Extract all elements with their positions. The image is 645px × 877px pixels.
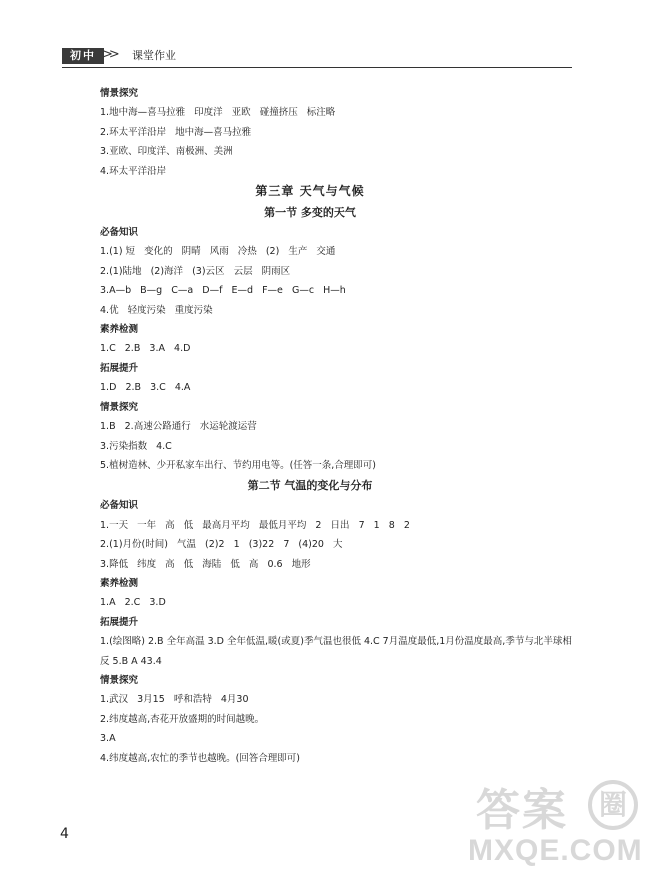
answer-line: 3.污染指数 4.C <box>100 440 172 452</box>
answer-line: 1.C 2.B 3.A 4.D <box>100 343 191 355</box>
answer-line: 1.A 2.C 3.D <box>100 597 166 609</box>
watermark-logo <box>468 774 643 874</box>
answer-line: 3.降低 纬度 高 低 海陆 低 高 0.6 地形 <box>100 558 311 570</box>
answer-line: 1.一天 一年 高 低 最高月平均 最低月平均 2 日出 7 1 8 2 <box>100 519 410 531</box>
watermark-seal-icon: 圈 <box>588 780 638 830</box>
section-label: 拓展提升 <box>100 362 139 374</box>
answer-line: 1.(绘图略) 2.B 全年高温 3.D 全年低温,暖(或夏)季气温也很低 4.C 7月温度最低,1月份温度最高,季节与北半球相反 5.B A 43.4 <box>100 636 572 667</box>
watermark-text: 答案 <box>476 785 568 836</box>
answer-line: 5.植树造林、少开私家车出行、节约用电等。(任答一条,合理即可) <box>100 459 376 471</box>
answer-line: 1.(1) 短 变化的 阴晴 风雨 冷热 (2) 生产 交通 <box>100 246 336 258</box>
answer-line: 4.环太平洋沿岸 <box>100 165 167 177</box>
answer-line: 2.环太平洋沿岸 地中海—喜马拉雅 <box>100 126 252 138</box>
header-title: 课堂作业 <box>132 49 176 62</box>
page-number: 4 <box>60 826 69 842</box>
chevron-double-icon: >> <box>102 47 116 62</box>
section-label: 必备知识 <box>100 227 139 239</box>
header-divider <box>62 67 572 68</box>
answer-line: 2.纬度越高,杏花开放盛期的时间越晚。 <box>100 713 265 725</box>
section-label: 素养检测 <box>100 577 139 589</box>
answer-content <box>100 84 580 768</box>
watermark-url: MXQE.COM <box>468 834 643 867</box>
answer-line: 2.(1)月份(时间) 气温 (2)2 1 (3)22 7 (4)20 大 <box>100 539 343 551</box>
answer-line: 3.亚欧、印度洋、南极洲、美洲 <box>100 146 233 158</box>
section-label: 素养检测 <box>100 324 139 336</box>
answer-line: 1.B 2.高速公路通行 水运轮渡运营 <box>100 421 257 433</box>
answer-line: 3.A <box>100 733 116 745</box>
section-title: 第一节 多变的天气 <box>264 206 356 220</box>
answer-line: 1.D 2.B 3.C 4.A <box>100 382 191 394</box>
answer-line: 4.纬度越高,农忙的季节也越晚。(回答合理即可) <box>100 752 300 764</box>
section-title: 第二节 气温的变化与分布 <box>247 479 373 493</box>
answer-line: 4.优 轻度污染 重度污染 <box>100 304 213 316</box>
section-label: 必备知识 <box>100 500 139 512</box>
answer-line: 1.地中海—喜马拉雅 印度洋 亚欧 碰撞挤压 标注略 <box>100 107 336 119</box>
section-label: 情景探究 <box>100 401 139 413</box>
section-label: 情景探究 <box>100 88 139 99</box>
page-header <box>62 46 572 66</box>
answer-line: 1.武汉 3月15 呼和浩特 4月30 <box>100 694 249 706</box>
section-label: 拓展提升 <box>100 616 139 628</box>
chapter-title: 第三章 天气与气候 <box>255 184 365 199</box>
section-label: 情景探究 <box>100 674 139 686</box>
answer-line: 2.(1)陆地 (2)海洋 (3)云区 云层 阴雨区 <box>100 265 291 277</box>
level-badge: 初中 <box>62 48 104 64</box>
answer-line: 3.A—b B—g C—a D—f E—d F—e G—c H—h <box>100 285 346 297</box>
